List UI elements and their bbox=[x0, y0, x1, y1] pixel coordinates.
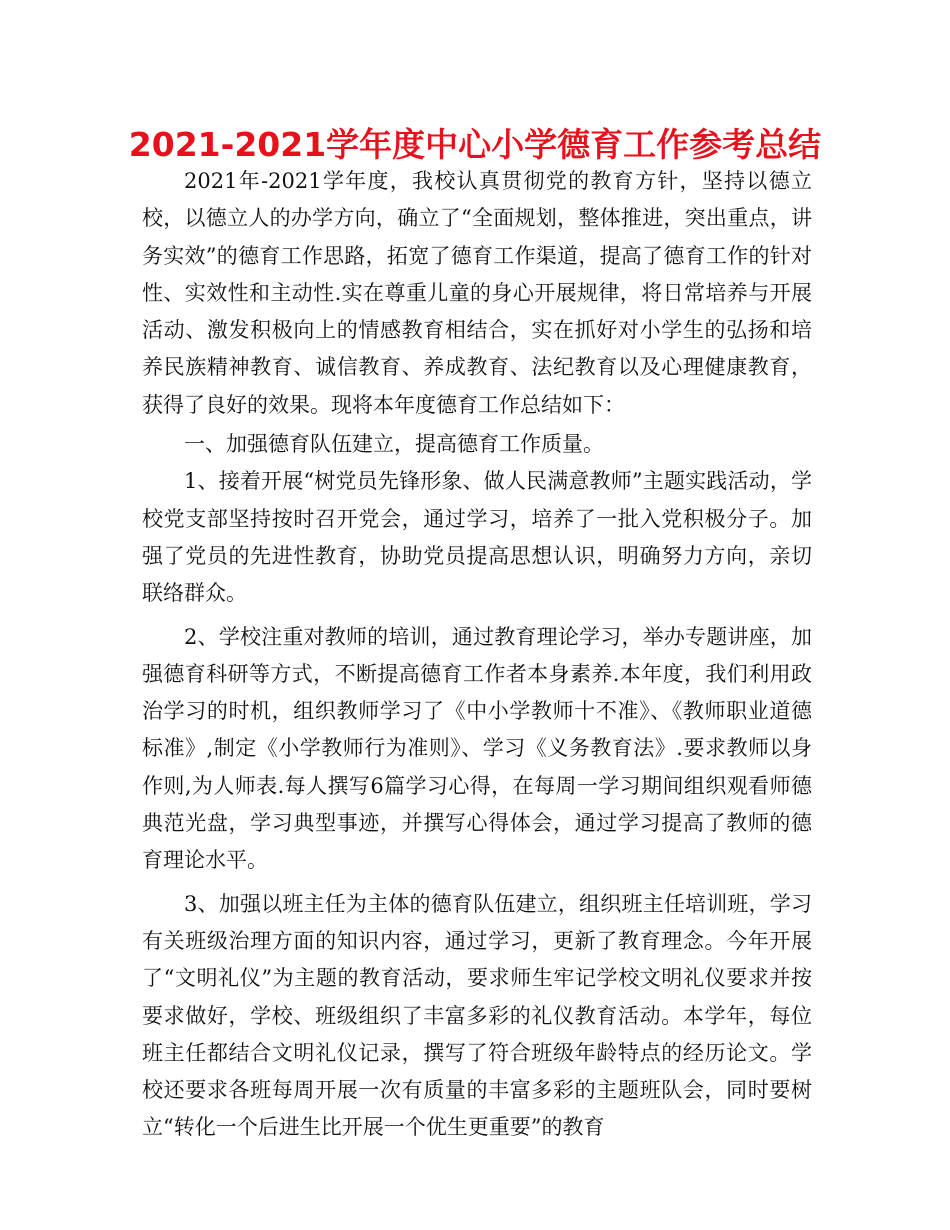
document-body bbox=[142, 163, 812, 1147]
paragraph-intro: 2021年-2021学年度，我校认真贯彻党的教育方针，坚持以德立校，以德立人的办学方向，确立了“全面规划，整体推进，突出重点，讲务实效”的德育工作思路，拓宽了德育工作渠道，提高了德育工作的针对性、实效性和主动性.实在尊重儿童的身心开展规律，将日常培养与开展活动、激发积极向上的情感教育相结合，实在抓好对小学生的弘扬和培养民族精神教育、诚信教育、养成教育、法纪教育以及心理健康教育，获得了良好的效果。现将本年度德育工作总结如下： bbox=[142, 169, 812, 417]
paragraph-section-heading: 一、加强德育队伍建立，提高德育工作质量。 bbox=[184, 432, 604, 457]
document-title: 2021-2021学年度中心小学德育工作参考总结 bbox=[128, 125, 822, 164]
paragraph-item-2: 2、学校注重对教师的培训，通过教育理论学习，举办专题讲座，加强德育科研等方式，不断提高德育工作者本身素养.本年度，我们利用政治学习的时机，组织教师学习了《中小学教师十不准》、《教师职业道德标准》,制定《小学教师行为准则》、学习《义务教育法》.要求教师以身作则,为人师表.每人撰写6篇学习心得，在每周一学习期间组织观看师德典范光盘，学习典型事迹，并撰写心得体会，通过学习提高了教师的德育理论水平。 bbox=[142, 624, 812, 873]
paragraph-item-1: 1、接着开展“树党员先锋形象、做人民满意教师”主题实践活动，学校党支部坚持按时召开党会，通过学习，培养了一批入党积极分子。加强了党员的先进性教育，协助党员提高思想认识，明确努力方向，亲切联络群众。 bbox=[142, 469, 812, 606]
paragraph-item-3: 3、加强以班主任为主体的德育队伍建立，组织班主任培训班，学习有关班级治理方面的知识内容，通过学习，更新了教育理念。今年开展了“文明礼仪”为主题的教育活动，要求师生牢记学校文明礼仪要求并按要求做好，学校、班级组织了丰富多彩的礼仪教育活动。本学年，每位班主任都结合文明礼仪记录，撰写了符合班级年龄特点的经历论文。学校还要求各班每周开展一次有质量的丰富多彩的主题班队会，同时要树立“转化一个后进生比开展一个优生更重要”的教育 bbox=[142, 891, 812, 1140]
